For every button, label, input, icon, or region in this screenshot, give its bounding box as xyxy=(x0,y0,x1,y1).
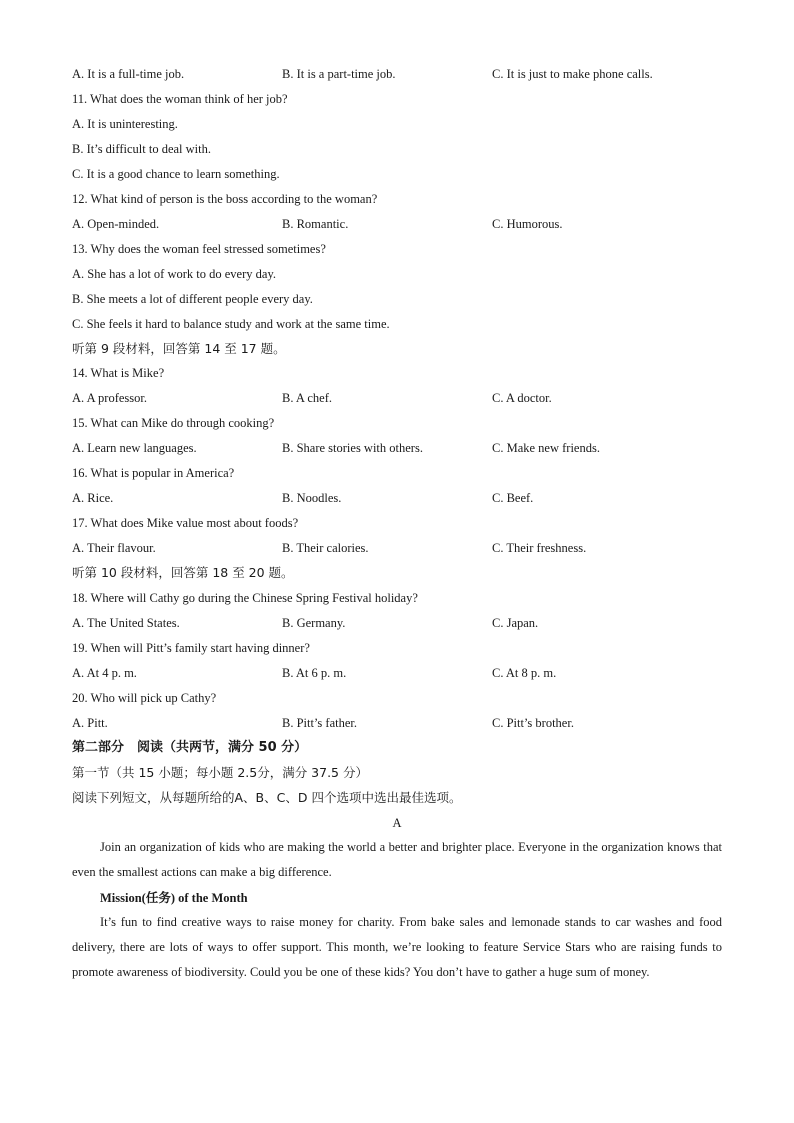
q17-options xyxy=(72,540,722,556)
q13-option-a: A. She has a lot of work to do every day. xyxy=(72,267,277,281)
q14-option-b: B. A chef. xyxy=(282,391,332,405)
q13-question: 13. Why does the woman feel stressed sometimes? xyxy=(72,242,326,256)
q20-options xyxy=(72,715,722,731)
q16-option-b: B. Noodles. xyxy=(282,491,342,505)
part-2-heading: 第二部分 阅读（共两节，满分 50 分） xyxy=(72,740,308,755)
q15-option-c: C. Make new friends. xyxy=(492,441,600,455)
q10-option-c: C. It is just to make phone calls. xyxy=(492,67,653,81)
section-10-instruction: 听第 10 段材料，回答第 18 至 20 题。 xyxy=(72,565,294,580)
q16-option-c: C. Beef. xyxy=(492,491,534,505)
q16-options xyxy=(72,490,722,506)
q14-question: 14. What is Mike? xyxy=(72,366,165,380)
q18-option-a: A. The United States. xyxy=(72,616,180,630)
q17-option-c: C. Their freshness. xyxy=(492,541,587,555)
passage-paragraph-1: Join an organization of kids who are making the world a better and brighter place. Everyone in the organization knows that even the smallest actions can make a big difference. xyxy=(72,840,722,879)
q14-options xyxy=(72,390,722,406)
q10-option-b: B. It is a part-time job. xyxy=(282,67,396,81)
q17-question: 17. What does Mike value most about foods? xyxy=(72,516,299,530)
q18-option-c: C. Japan. xyxy=(492,616,539,630)
q17-option-a: A. Their flavour. xyxy=(72,541,156,555)
q15-question: 15. What can Mike do through cooking? xyxy=(72,416,275,430)
mission-heading: Mission(任务) of the Month xyxy=(100,891,248,905)
q18-options xyxy=(72,615,722,631)
q15-options xyxy=(72,440,722,456)
q11-question: 11. What does the woman think of her job? xyxy=(72,92,288,106)
q20-option-c: C. Pitt’s brother. xyxy=(492,716,574,730)
passage-letter: A xyxy=(392,816,402,830)
section-9-instruction: 听第 9 段材料，回答第 14 至 17 题。 xyxy=(72,341,286,356)
q20-option-b: B. Pitt’s father. xyxy=(282,716,357,730)
q19-option-b: B. At 6 p. m. xyxy=(282,666,347,680)
q18-question: 18. Where will Cathy go during the Chinese Spring Festival holiday? xyxy=(72,591,418,605)
q19-option-c: C. At 8 p. m. xyxy=(492,666,557,680)
q12-option-c: C. Humorous. xyxy=(492,217,563,231)
q11-option-b: B. It’s difficult to deal with. xyxy=(72,142,211,156)
q11-option-a: A. It is uninteresting. xyxy=(72,117,178,131)
q16-question: 16. What is popular in America? xyxy=(72,466,235,480)
q19-option-a: A. At 4 p. m. xyxy=(72,666,137,680)
section-1-heading: 第一节（共 15 小题；每小题 2.5分，满分 37.5 分） xyxy=(72,765,368,780)
q12-question: 12. What kind of person is the boss according to the woman? xyxy=(72,192,378,206)
q16-option-a: A. Rice. xyxy=(72,491,114,505)
passage-paragraph-2: It’s fun to find creative ways to raise money for charity. From bake sales and lemonade stands to car washes and food delivery, there are lots of ways to offer support. This month, we’re looking to feature Service Stars who are raising funds to promote awareness of biodiversity. Could you be one of these kids? You don’t have to gather a huge sum of money. xyxy=(72,915,722,979)
q12-option-a: A. Open-minded. xyxy=(72,217,160,231)
q17-option-b: B. Their calories. xyxy=(282,541,369,555)
q13-option-c: C. She feels it hard to balance study and work at the same time. xyxy=(72,317,390,331)
q12-options xyxy=(72,216,722,232)
q13-option-b: B. She meets a lot of different people every day. xyxy=(72,292,313,306)
q20-question: 20. Who will pick up Cathy? xyxy=(72,691,217,705)
q19-options xyxy=(72,665,722,681)
q15-option-a: A. Learn new languages. xyxy=(72,441,197,455)
q18-option-b: B. Germany. xyxy=(282,616,346,630)
q10-option-a: A. It is a full-time job. xyxy=(72,67,185,81)
q20-option-a: A. Pitt. xyxy=(72,716,108,730)
q11-option-c: C. It is a good chance to learn something. xyxy=(72,167,280,181)
q14-option-a: A. A professor. xyxy=(72,391,147,405)
q10-options xyxy=(72,66,722,82)
q14-option-c: C. A doctor. xyxy=(492,391,552,405)
q19-question: 19. When will Pitt’s family start having dinner? xyxy=(72,641,310,655)
q12-option-b: B. Romantic. xyxy=(282,217,349,231)
q15-option-b: B. Share stories with others. xyxy=(282,441,423,455)
reading-instructions: 阅读下列短文，从每题所给的A、B、C、D 四个选项中选出最佳选项。 xyxy=(72,790,462,805)
